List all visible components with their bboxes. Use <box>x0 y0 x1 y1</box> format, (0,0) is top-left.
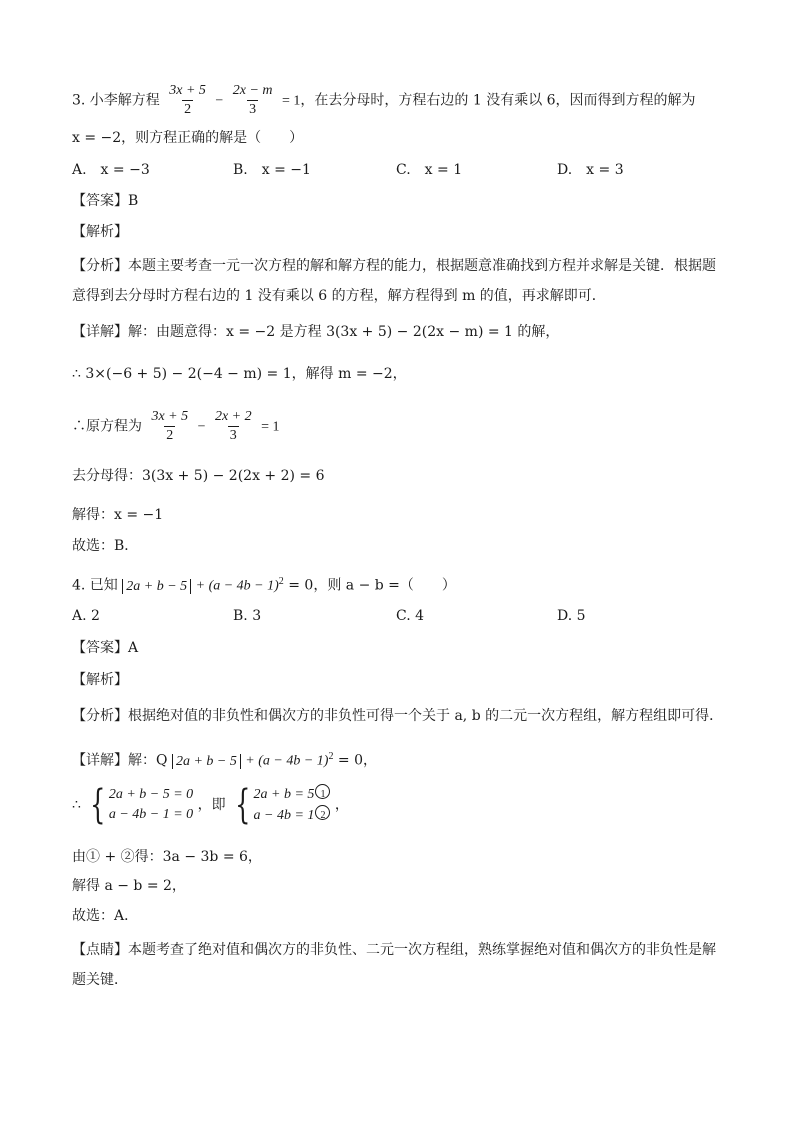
q4-step2: 解得 a − b = 2， <box>72 878 186 894</box>
q3-option-b: B. x = −1 <box>233 162 311 178</box>
q3-step3: 去分母得：3(3x + 5) − 2(2x + 2) = 6 <box>72 468 325 484</box>
q3-suffix: ，在去分母时，方程右边的 1 没有乘以 6，因而得到方程的解为 <box>300 92 696 109</box>
q3-step2: ∴原方程为 $\frac{3x + 5}{2}$ − $\frac{2x + 2}{3}$ = 1 <box>72 409 280 443</box>
q3-analysis-label: 【解析】 <box>72 224 128 240</box>
q4-abs-expr: 2a + b − 5 <box>122 579 191 594</box>
q3-stem-line1: 3. 小李解方程 $\frac{3x + 5}{2}$ − $\frac{2x - m}{3}$ = 1，在去分母时，方程右边的 1 没有乘以 6，因而得到方程的解为 <box>72 83 696 117</box>
q3-fraction-1: $\frac{3x + 5}{2}$ <box>169 83 206 117</box>
q4-option-a: A. 2 <box>72 608 100 624</box>
q3-option-a: A. x = −3 <box>72 162 150 178</box>
circled-number-2: 2 <box>315 805 330 820</box>
q4-step3: 故选：A． <box>72 908 139 924</box>
q3-fraction-2: $\frac{2x - m}{3}$ <box>232 83 273 117</box>
q3-step4: 解得：x = −1 <box>72 507 164 523</box>
q4-xiangjie: 【详解】解：Q $2a + b - 5 + (a - 4b - 1)^2 = 0$， <box>72 751 378 769</box>
circled-number-1: 1 <box>315 784 330 799</box>
q4-answer: 【答案】A <box>72 640 139 656</box>
q4-option-d: D. 5 <box>557 608 586 624</box>
q4-stem: 4. 已知 $2a + b - 5 + (a - 4b - 1)^2 = 0$，则 a − b =（ ） <box>72 576 456 594</box>
q4-analysis-label: 【解析】 <box>72 672 128 688</box>
q4-dianjing-line2: 题关键． <box>72 972 128 988</box>
q3-xiangjie: 【详解】解：由题意得：x = −2 是方程 3(3x + 5) − 2(2x − m) = 1 的解， <box>72 324 560 340</box>
q3-prefix: 3. 小李解方程 <box>72 92 160 109</box>
q4-option-c: C. 4 <box>396 608 425 624</box>
q3-step2-fraction-2: $\frac{2x + 2}{3}$ <box>214 409 252 443</box>
q3-answer: 【答案】B <box>72 193 139 209</box>
q3-step2-fraction-1: $\frac{3x + 5}{2}$ <box>151 409 189 443</box>
q4-system-1: { 2a + b − 5 = 0 a − 4b − 1 = 0 <box>90 782 194 828</box>
q3-stem-line2: x = −2，则方程正确的解是（ ） <box>72 130 304 146</box>
q3-option-c: C. x = 1 <box>396 162 463 178</box>
q4-dianjing-line1: 【点睛】本题考查了绝对值和偶次方的非负性、二元一次方程组，熟练掌握绝对值和偶次方的非负性是解 <box>72 942 716 958</box>
q4-systems: ∴ { 2a + b − 5 = 0 a − 4b − 1 = 0 ，即 { 2a + b = 5 1 a − 4b = 1 2 ， <box>72 782 349 828</box>
q3-option-d: D. x = 3 <box>557 162 624 178</box>
q4-system-2: { 2a + b = 5 1 a − 4b = 1 2 <box>230 784 330 826</box>
q3-fenxi-line2: 意得到去分母时方程右边的 1 没有乘以 6 的方程，解方程得到 m 的值，再求解即可． <box>72 288 606 304</box>
q4-fenxi: 【分析】根据绝对值的非负性和偶次方的非负性可得一个关于 a, b 的二元一次方程组，解方程组即可得． <box>72 708 724 724</box>
q4-option-b: B. 3 <box>233 608 262 624</box>
q3-step5: 故选：B． <box>72 538 139 554</box>
q4-step1: 由① + ②得：3a − 3b = 6， <box>72 849 262 865</box>
q3-step1: ∴ 3×(−6 + 5) − 2(−4 − m) = 1，解得 m = −2， <box>72 366 407 382</box>
q3-fenxi-line1: 【分析】本题主要考查一元一次方程的解和解方程的能力，根据题意准确找到方程并求解是关键．根据题 <box>72 258 716 274</box>
